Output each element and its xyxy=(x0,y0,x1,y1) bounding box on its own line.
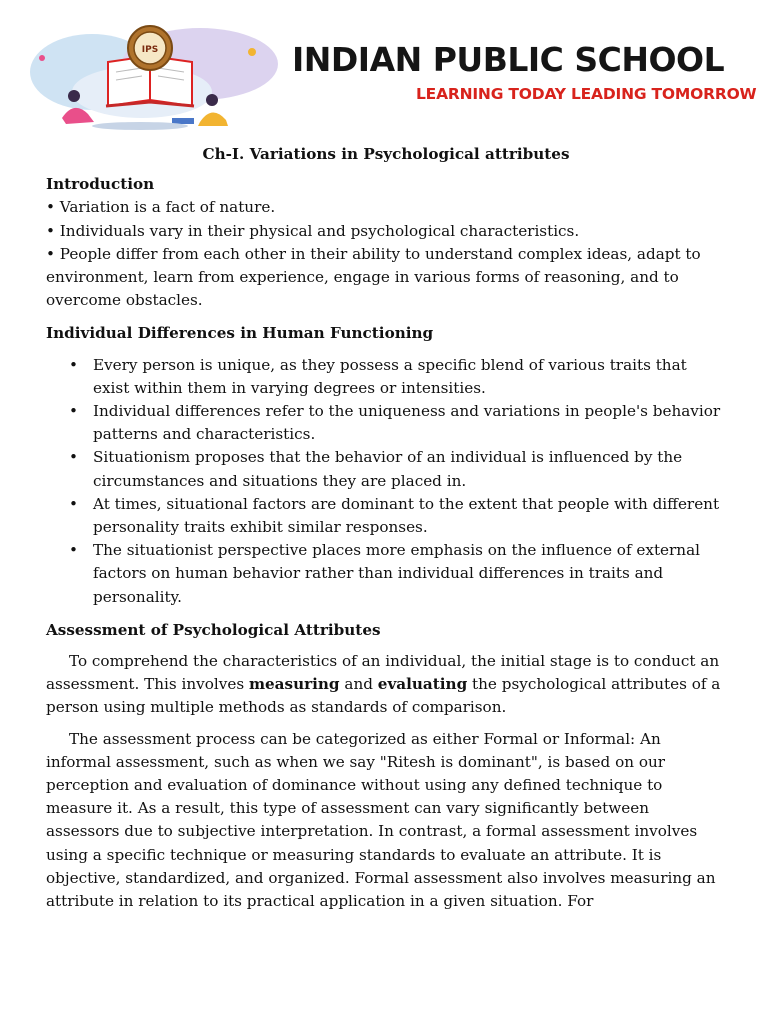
individual-differences-list xyxy=(46,354,726,609)
list-item: • At times, situational factors are dominant to the extent that people with different personality traits exhibit similar responses. xyxy=(93,493,726,539)
document-body xyxy=(46,143,726,913)
individual-differences-heading: Individual Differences in Human Functioning xyxy=(46,324,434,343)
school-tagline: LEARNING TODAY LEADING TOMORROW xyxy=(416,85,757,103)
list-item: • Every person is unique, as they possess a specific blend of various traits that exist within them in varying degrees or intensities. xyxy=(93,354,726,400)
intro-line: • People differ from each other in their ability to understand complex ideas, adapt to environment, learn from experience, engage in various forms of reasoning, and to overcome obstacles. xyxy=(46,244,701,310)
school-name: INDIAN PUBLIC SCHOOL xyxy=(292,40,725,79)
bold-term-evaluating: evaluating xyxy=(377,675,468,694)
para-text: and xyxy=(339,675,378,694)
bold-term-measuring: measuring xyxy=(248,675,340,694)
para-text: the psychological attributes of a person using multiple methods as standards of comparison. xyxy=(46,675,721,717)
para-text: To comprehend the characteristics of an individual, the initial stage is to conduct an assessment. This involves xyxy=(46,652,720,694)
intro-line: • Individuals vary in their physical and psychological characteristics. xyxy=(46,221,580,240)
list-item: • Individual differences refer to the uniqueness and variations in people's behavior patterns and characteristics. xyxy=(93,400,726,446)
list-item: • The situationist perspective places more emphasis on the influence of external factors on human behavior rather than individual differences in traits and personality. xyxy=(93,539,726,609)
list-item: • Situationism proposes that the behavior of an individual is influenced by the circumstances and situations they are placed in. xyxy=(93,446,726,492)
school-logo-illustration xyxy=(22,22,284,134)
chapter-title: Ch-I. Variations in Psychological attributes xyxy=(202,145,570,163)
assessment-heading: Assessment of Psychological Attributes xyxy=(46,620,381,639)
school-header xyxy=(0,0,768,140)
assessment-paragraph-1 xyxy=(46,650,726,720)
intro-line: • Variation is a fact of nature. xyxy=(46,198,276,217)
emblem-text: IPS xyxy=(141,45,159,55)
introduction-heading: Introduction xyxy=(46,175,155,194)
assessment-paragraph-2: The assessment process can be categorized as either Formal or Informal: An informal assessment, such as when we say "Ritesh is dominant", is based on our perception and evaluation of dominance without using any defined technique to measure it. As a result, this type of assessment can vary significantly between assessors due to subjective interpretation. In contrast, a formal assessment involves using a specific technique or measuring standards to evaluate an attribute. It is objective, standardized, and organized. Formal assessment also involves measuring an attribute in relation to its practical application in a given situation. For xyxy=(46,729,716,911)
